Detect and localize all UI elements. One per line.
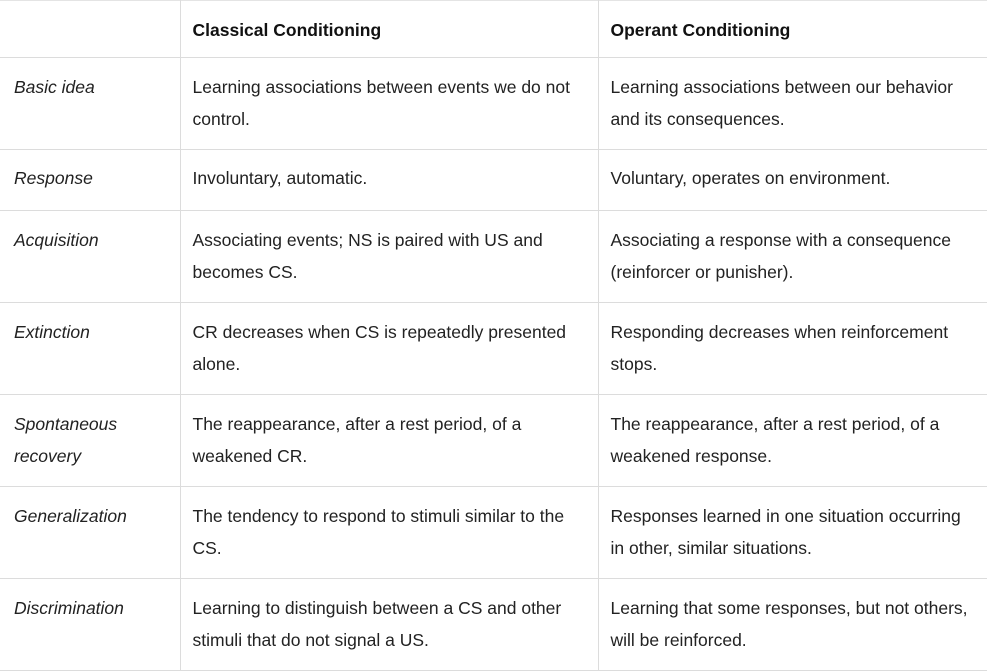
row-label: Response	[0, 150, 180, 211]
table-row-generalization	[0, 487, 987, 579]
row-label: Extinction	[0, 303, 180, 395]
table-row-spontaneous-recovery	[0, 395, 987, 487]
operant-cell: Responses learned in one situation occurring in other, similar situations.	[598, 487, 987, 579]
operant-cell: Learning that some responses, but not others, will be reinforced.	[598, 579, 987, 671]
operant-cell: Voluntary, operates on environment.	[598, 150, 987, 211]
table-row-acquisition	[0, 211, 987, 303]
header-operant-conditioning: Operant Conditioning	[598, 1, 987, 58]
row-label: Spontaneous recovery	[0, 395, 180, 487]
classical-cell: CR decreases when CS is repeatedly presented alone.	[180, 303, 598, 395]
table-row-extinction	[0, 303, 987, 395]
operant-cell: The reappearance, after a rest period, of a weakened response.	[598, 395, 987, 487]
header-corner-cell	[0, 1, 180, 58]
classical-cell: Learning associations between events we do not control.	[180, 58, 598, 150]
operant-cell: Associating a response with a consequence (reinforcer or punisher).	[598, 211, 987, 303]
row-label: Discrimination	[0, 579, 180, 671]
row-label: Generalization	[0, 487, 180, 579]
table-row-basic-idea	[0, 58, 987, 150]
header-classical-conditioning: Classical Conditioning	[180, 1, 598, 58]
classical-cell: Learning to distinguish between a CS and other stimuli that do not signal a US.	[180, 579, 598, 671]
operant-cell: Learning associations between our behavior and its consequences.	[598, 58, 987, 150]
operant-cell: Responding decreases when reinforcement stops.	[598, 303, 987, 395]
table-row-discrimination	[0, 579, 987, 671]
classical-cell: Involuntary, automatic.	[180, 150, 598, 211]
classical-cell: The reappearance, after a rest period, of a weakened CR.	[180, 395, 598, 487]
classical-cell: The tendency to respond to stimuli similar to the CS.	[180, 487, 598, 579]
table-row-response	[0, 150, 987, 211]
header-row	[0, 1, 987, 58]
row-label: Acquisition	[0, 211, 180, 303]
row-label: Basic idea	[0, 58, 180, 150]
classical-cell: Associating events; NS is paired with US and becomes CS.	[180, 211, 598, 303]
